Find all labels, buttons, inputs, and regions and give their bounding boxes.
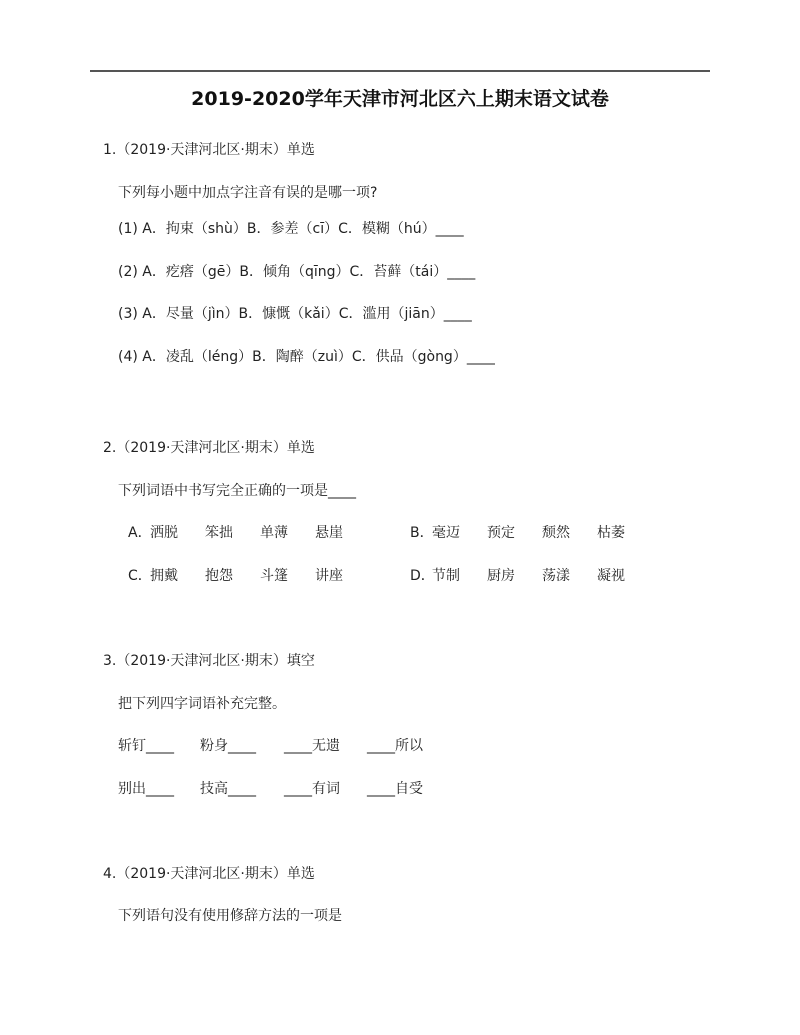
q2-option-b-label: B． bbox=[410, 525, 434, 541]
q2-option-c-word-2: 抱怨 bbox=[205, 568, 233, 584]
q3-blank-1: 斩钉____ bbox=[118, 738, 174, 754]
q2-stem: 下列词语中书写完全正确的一项是____ bbox=[118, 483, 356, 499]
q1-item-3: (3) A．尽量（jìn）B．慷慨（kǎi）C．滥用（jiān）____ bbox=[118, 306, 472, 322]
q2-option-a-word-4: 悬崖 bbox=[315, 525, 343, 541]
q4-header: 4.（2019·天津河北区·期末）单选 bbox=[103, 866, 315, 882]
q2-header: 2.（2019·天津河北区·期末）单选 bbox=[103, 440, 315, 456]
q3-blank-4: ____所以 bbox=[367, 738, 423, 754]
q2-option-b-word-1: 毫迈 bbox=[432, 525, 460, 541]
q2-option-d-word-3: 荡漾 bbox=[542, 568, 570, 584]
q1-item-2: (2) A．疙瘩（gē）B．倾角（qīng）C．苔藓（tái）____ bbox=[118, 264, 476, 280]
q2-option-a-word-1: 洒脱 bbox=[150, 525, 178, 541]
q1-item-1: (1) A．拘束（shù）B．参差（cī）C．模糊（hú）____ bbox=[118, 221, 464, 237]
q2-option-c-label: C． bbox=[128, 568, 152, 584]
q3-blank-3: ____无遗 bbox=[284, 738, 340, 754]
page-title: 2019-2020学年天津市河北区六上期末语文试卷 bbox=[191, 88, 609, 110]
q2-option-b-word-2: 预定 bbox=[487, 525, 515, 541]
q2-option-b-word-3: 颓然 bbox=[542, 525, 570, 541]
q2-option-c-word-1: 拥戴 bbox=[150, 568, 178, 584]
q2-option-a-word-3: 单薄 bbox=[260, 525, 288, 541]
q2-option-c-word-4: 讲座 bbox=[315, 568, 343, 584]
q2-option-d-word-2: 厨房 bbox=[487, 568, 515, 584]
q4-stem: 下列语句没有使用修辞方法的一项是 bbox=[118, 908, 342, 924]
q1-stem: 下列每小题中加点字注音有误的是哪一项? bbox=[118, 185, 378, 201]
q2-option-a-word-2: 笨拙 bbox=[205, 525, 233, 541]
q2-option-b-word-4: 枯萎 bbox=[597, 525, 625, 541]
q2-option-d-word-1: 节制 bbox=[432, 568, 460, 584]
q3-header: 3.（2019·天津河北区·期末）填空 bbox=[103, 653, 315, 669]
top-rule bbox=[90, 70, 710, 72]
q3-blank-5: 别出____ bbox=[118, 781, 174, 797]
q3-blank-8: ____自受 bbox=[367, 781, 423, 797]
q2-option-c-word-3: 斗篷 bbox=[260, 568, 288, 584]
q2-option-d-word-4: 凝视 bbox=[597, 568, 625, 584]
q1-header: 1.（2019·天津河北区·期末）单选 bbox=[103, 142, 315, 158]
q3-blank-2: 粉身____ bbox=[200, 738, 256, 754]
q3-stem: 把下列四字词语补充完整。 bbox=[118, 696, 286, 712]
q2-option-d-label: D． bbox=[410, 568, 435, 584]
q2-option-a-label: A． bbox=[128, 525, 152, 541]
q3-blank-6: 技高____ bbox=[200, 781, 256, 797]
q3-blank-7: ____有词 bbox=[284, 781, 340, 797]
q1-item-4: (4) A．凌乱（léng）B．陶醉（zuì）C．供品（gòng）____ bbox=[118, 349, 495, 365]
